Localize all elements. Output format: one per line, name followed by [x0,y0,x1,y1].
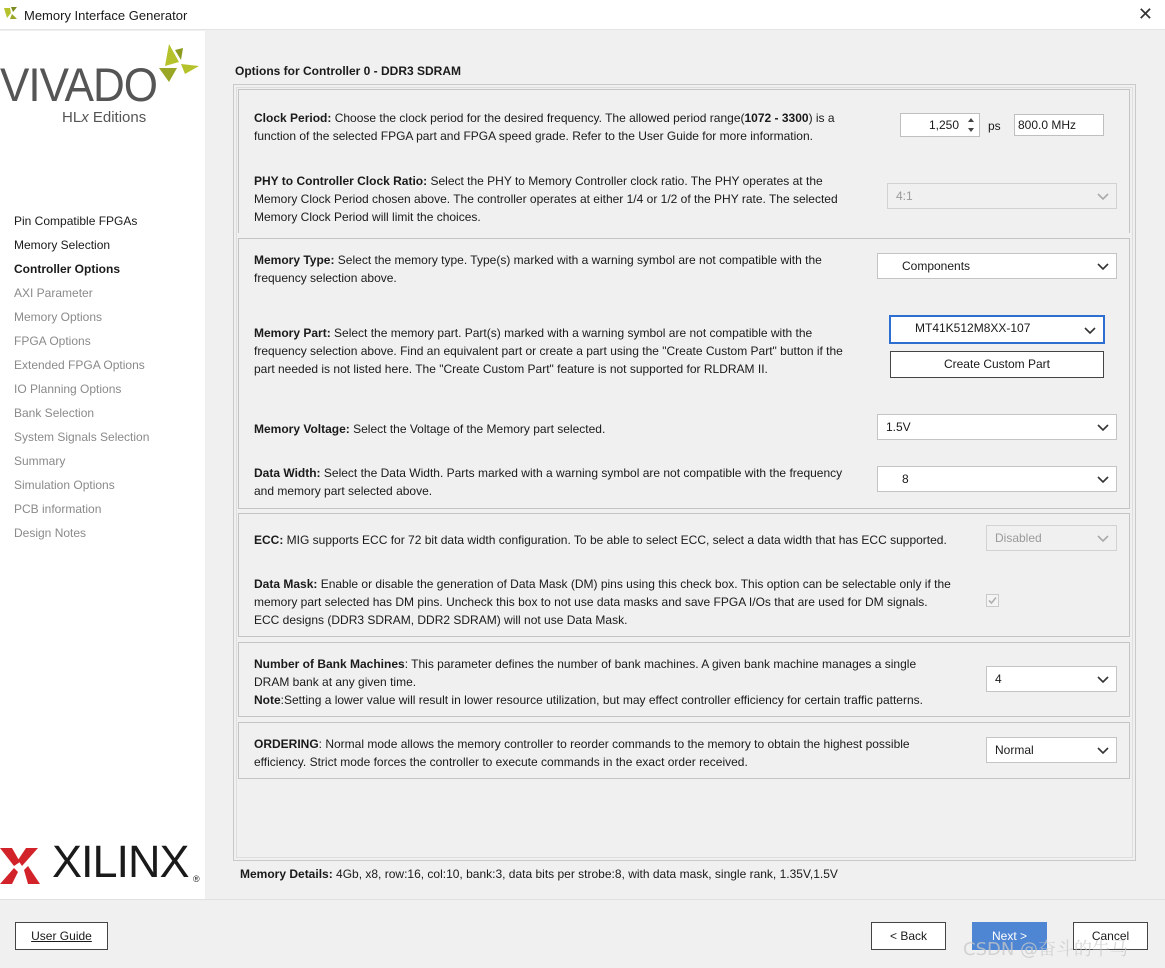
vivado-logo [0,39,205,134]
chevron-down-icon [1097,474,1109,484]
sidebar-item-axi-parameter: AXI Parameter [14,286,93,300]
page-title: Options for Controller 0 - DDR3 SDRAM [235,64,462,78]
sidebar-item-controller-options[interactable]: Controller Options [14,262,120,276]
frequency-field: 800.0 MHz [1014,114,1104,136]
ecc-description: ECC: MIG supports ECC for 72 bit data width configuration. To be able to select ECC, select a data width that has ECC supported. [254,533,947,547]
hlx-editions-text: HLx Editions [62,109,147,126]
sidebar-item-system-signals-selection: System Signals Selection [14,430,150,444]
memory-voltage-select[interactable]: 1.5V [877,414,1117,440]
memory-details: Memory Details: 4Gb, x8, row:16, col:10, bank:3, data bits per strobe:8, with data mask, single rank, 1.35V,1.5V [240,867,838,881]
sidebar-item-summary: Summary [14,454,66,468]
close-icon[interactable]: ✕ [1137,4,1153,24]
clock-period-unit: ps [988,119,1001,133]
vivado-logo-text: VIVADO [0,59,158,112]
phy-ratio-select: 4:1 [887,183,1117,209]
sidebar-item-memory-selection[interactable]: Memory Selection [14,238,111,252]
chevron-down-icon [1097,422,1109,432]
memory-type-description: Memory Type: Select the memory type. Type(s) marked with a warning symbol are not compatible with the frequency selection above. [254,253,822,285]
next-button[interactable]: Next > [972,922,1047,950]
sidebar-item-simulation-options: Simulation Options [14,478,115,492]
checkmark-icon [987,595,998,606]
data-width-description: Data Width: Select the Data Width. Parts marked with a warning symbol are not compatible with the frequency and memory part selected above. [254,466,843,498]
vivado-app-icon [4,6,18,20]
title-bar [0,0,1165,30]
sidebar-item-pcb-information: PCB information [14,502,102,516]
left-panel [0,31,205,899]
clock-period-value: 1,250 [928,118,959,132]
sidebar-nav [14,213,149,549]
sidebar-item-design-notes: Design Notes [14,526,87,540]
sidebar-item-fpga-options: FPGA Options [14,334,91,348]
memory-voltage-description: Memory Voltage: Select the Voltage of the Memory part selected. [254,422,606,436]
xilinx-logo [0,836,205,896]
create-custom-part-button[interactable]: Create Custom Part [890,351,1104,378]
sidebar-item-io-planning-options: IO Planning Options [14,382,122,396]
phy-ratio-description: PHY to Controller Clock Ratio: Select the PHY to Memory Controller clock ratio. The PHY operates at the Memory Clock Period chosen above. The controller operates at either 1/4 or 1/2 of the PHY rate. The selected Memory Clock Period will limit the choices. [254,174,838,224]
window-title: Memory Interface Generator [24,8,188,23]
ordering-description: ORDERING: Normal mode allows the memory controller to reorder commands to the memory to obtain the highest possible efficiency. Strict mode forces the controller to execute commands in the exact order received. [254,737,910,769]
chevron-down-icon [1097,745,1109,755]
chevron-down-icon [1097,261,1109,271]
ecc-select: Disabled [986,525,1117,551]
data-width-select[interactable]: 8 [877,466,1117,492]
bank-machines-select[interactable]: 4 [986,666,1117,692]
clock-period-description: Clock Period: Choose the clock period for the desired frequency. The allowed period range(1072 - 3300) is a function of the selected FPGA part and FPGA speed grade. Refer to the User Guide for more information. [254,111,835,143]
sidebar-item-pin-compatible-fpgas[interactable]: Pin Compatible FPGAs [14,214,138,228]
chevron-down-icon [1097,533,1109,543]
registered-mark: ® [193,874,200,884]
memory-part-select[interactable]: MT41K512M8XX-107 [889,315,1105,344]
data-mask-checkbox [986,594,999,607]
bank-machines-description: Number of Bank Machines: This parameter defines the number of bank machines. A given bank machine manages a single DRAM bank at any given time. Note:Setting a lower value will result in lower resource utilization, but may effect controller efficiency for certain traffic patterns. [254,657,923,707]
memory-type-select[interactable]: Components [877,253,1117,279]
cancel-button[interactable]: Cancel [1073,922,1148,950]
sidebar-item-extended-fpga-options: Extended FPGA Options [14,358,145,372]
spinner-arrows-icon[interactable] [964,114,978,136]
xilinx-logo-text: XILINX [52,836,189,887]
user-guide-button[interactable]: User Guide [15,922,108,950]
xilinx-mark-icon [0,846,40,886]
sidebar-item-memory-options: Memory Options [14,310,103,324]
data-mask-description: Data Mask: Enable or disable the generation of Data Mask (DM) pins using this check box. This option can be selectable only if the memory part selected has DM pins. Uncheck this box to not use data masks and save FPGA I/Os that are used for DM signals. ECC designs (DDR3 SDRAM, DDR2 SDRAM) will not use Data Mask. [254,577,951,627]
chevron-down-icon [1084,325,1096,335]
memory-part-description: Memory Part: Select the memory part. Part(s) marked with a warning symbol are not compatible with the frequency selection above. Find an equivalent part or create a part using the "Create Custom Part" button if the part needed is not listed here. The "Create Custom Part" feature is not supported for RLDRAM II. [254,326,843,376]
sidebar-item-bank-selection: Bank Selection [14,406,95,420]
watermark: CSDN @奋斗的牛马 [963,939,1129,960]
back-button[interactable]: < Back [871,922,946,950]
ordering-select[interactable]: Normal [986,737,1117,763]
chevron-down-icon [1097,674,1109,684]
vivado-leaf-icon [155,44,201,84]
clock-period-input[interactable] [900,113,980,137]
chevron-down-icon [1097,191,1109,201]
